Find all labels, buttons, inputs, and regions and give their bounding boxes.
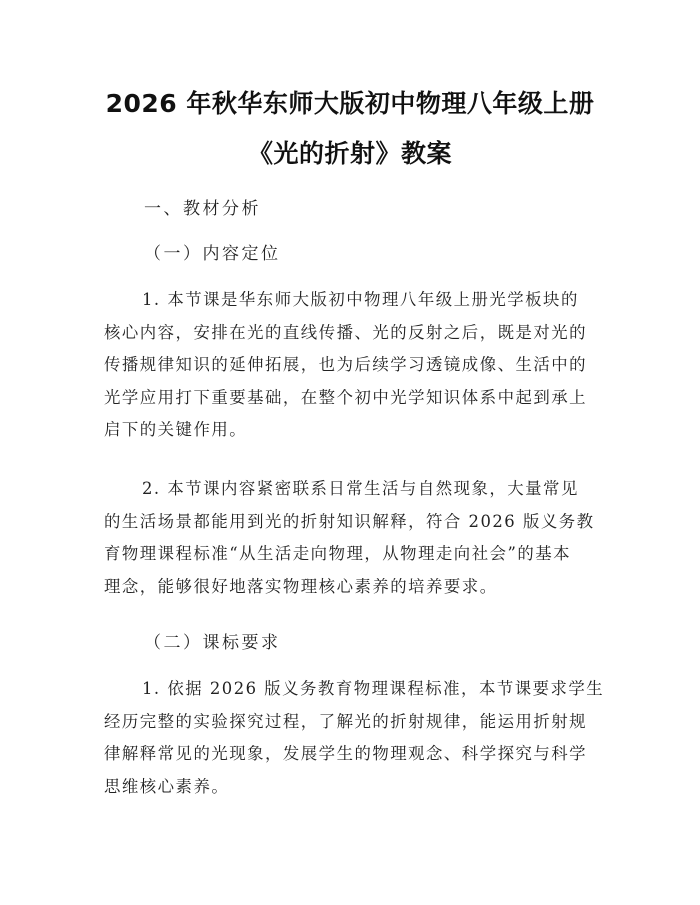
paragraph-line: 2. 本节课内容紧密联系日常生活与自然现象，大量常见	[142, 479, 579, 498]
paragraph-line: 1. 依据 2026 版义务教育物理课程标准，本节课要求学生	[142, 679, 604, 698]
paragraph-line: 的生活场景都能用到光的折射知识解释，符合 2026 版义务教	[104, 511, 595, 531]
paragraph-line: 经历完整的实验探究过程，了解光的折射规律，能运用折射规	[104, 711, 588, 731]
document-title-line-1: 2026 年秋华东师大版初中物理八年级上册	[105, 89, 595, 118]
paragraph-line: 启下的关键作用。	[104, 420, 248, 439]
document-title-line-2: 《光的折射》教案	[247, 139, 452, 168]
paragraph-line: 律解释常见的光现象，发展学生的物理观念、科学探究与科学	[104, 744, 588, 763]
section-heading-textbook-analysis: 一、教材分析	[144, 199, 261, 219]
paragraph-line: 理念，能够很好地落实物理核心素养的培养要求。	[104, 576, 498, 596]
subsection-heading-curriculum-requirements: （二）课标要求	[144, 633, 281, 653]
paragraph-content-positioning-2	[104, 473, 604, 603]
paragraph-line: 核心内容，安排在光的直线传播、光的反射之后，既是对光的	[104, 322, 588, 342]
paragraph-line: 1. 本节课是华东师大版初中物理八年级上册光学板块的	[142, 290, 579, 309]
paragraph-line: 光学应用打下重要基础，在整个初中光学知识体系中起到承上	[104, 387, 588, 407]
paragraph-curriculum-requirements-1	[104, 673, 604, 803]
subsection-heading-content-positioning: （一）内容定位	[144, 244, 281, 264]
paragraph-line: 育物理课程标准“从生活走向物理，从物理走向社会”的基本	[104, 544, 572, 563]
paragraph-line: 传播规律知识的延伸拓展，也为后续学习透镜成像、生活中的	[104, 355, 588, 374]
paragraph-content-positioning-1	[104, 284, 604, 447]
paragraph-line: 思维核心素养。	[104, 776, 230, 796]
